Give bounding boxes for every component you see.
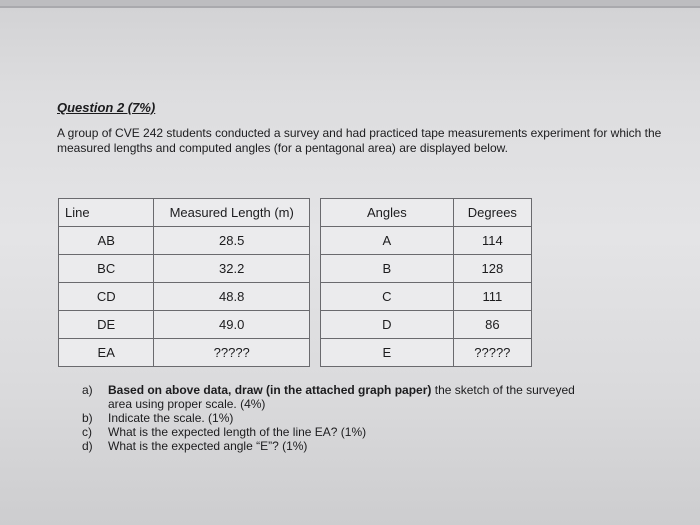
task-text-rest: the sketch of the surveyed [431,383,575,397]
angle-cell: C [321,283,454,311]
table-row [321,283,532,311]
task-text: What is the expected length of the line EA? (1%) [108,425,367,439]
table-header-row [321,199,532,227]
table-row [321,339,532,367]
line-cell: CD [59,283,154,311]
column-header-length: Measured Length (m) [154,199,310,227]
angle-cell: A [321,227,454,255]
task-item-d [82,439,682,453]
column-header-angles: Angles [321,199,454,227]
table-row [321,255,532,283]
task-label: d) [82,439,93,453]
length-cell: 32.2 [154,255,310,283]
degrees-cell: 86 [453,311,531,339]
task-label: b) [82,411,93,425]
column-header-line: Line [59,199,154,227]
table-row [59,311,310,339]
line-cell: BC [59,255,154,283]
length-cell: 28.5 [154,227,310,255]
degrees-cell: ????? [453,339,531,367]
degrees-cell: 128 [453,255,531,283]
task-item-c [82,425,682,439]
line-cell: AB [59,227,154,255]
task-label: a) [82,383,93,397]
table-row [59,227,310,255]
question-heading: Question 2 (7%) [57,100,156,115]
line-cell: DE [59,311,154,339]
angles-table [320,198,532,367]
table-row [321,311,532,339]
table-row [59,339,310,367]
task-item-a [82,383,682,397]
angle-cell: B [321,255,454,283]
top-edge-line [0,6,700,8]
table-row [321,227,532,255]
task-label: c) [82,425,92,439]
task-text: Indicate the scale. (1%) [108,411,234,425]
question-intro: A group of CVE 242 students conducted a survey and had practiced tape measurements experiment for which the measured lengths and computed angles (for a pentagonal area) are displayed below. [57,126,662,155]
degrees-cell: 114 [453,227,531,255]
degrees-cell: 111 [453,283,531,311]
measured-lengths-table [58,198,310,367]
task-item-b [82,411,682,425]
task-continuation: area using proper scale. (4%) [108,397,266,411]
table-row [59,255,310,283]
table-header-row [59,199,310,227]
task-text [108,383,575,397]
column-header-degrees: Degrees [453,199,531,227]
task-text: What is the expected angle “E”? (1%) [108,439,308,453]
length-cell: 49.0 [154,311,310,339]
angle-cell: E [321,339,454,367]
task-list [82,383,682,453]
angle-cell: D [321,311,454,339]
length-cell: ????? [154,339,310,367]
line-cell: EA [59,339,154,367]
table-row [59,283,310,311]
length-cell: 48.8 [154,283,310,311]
task-emphasis: Based on above data, draw (in the attached graph paper) [108,383,432,397]
